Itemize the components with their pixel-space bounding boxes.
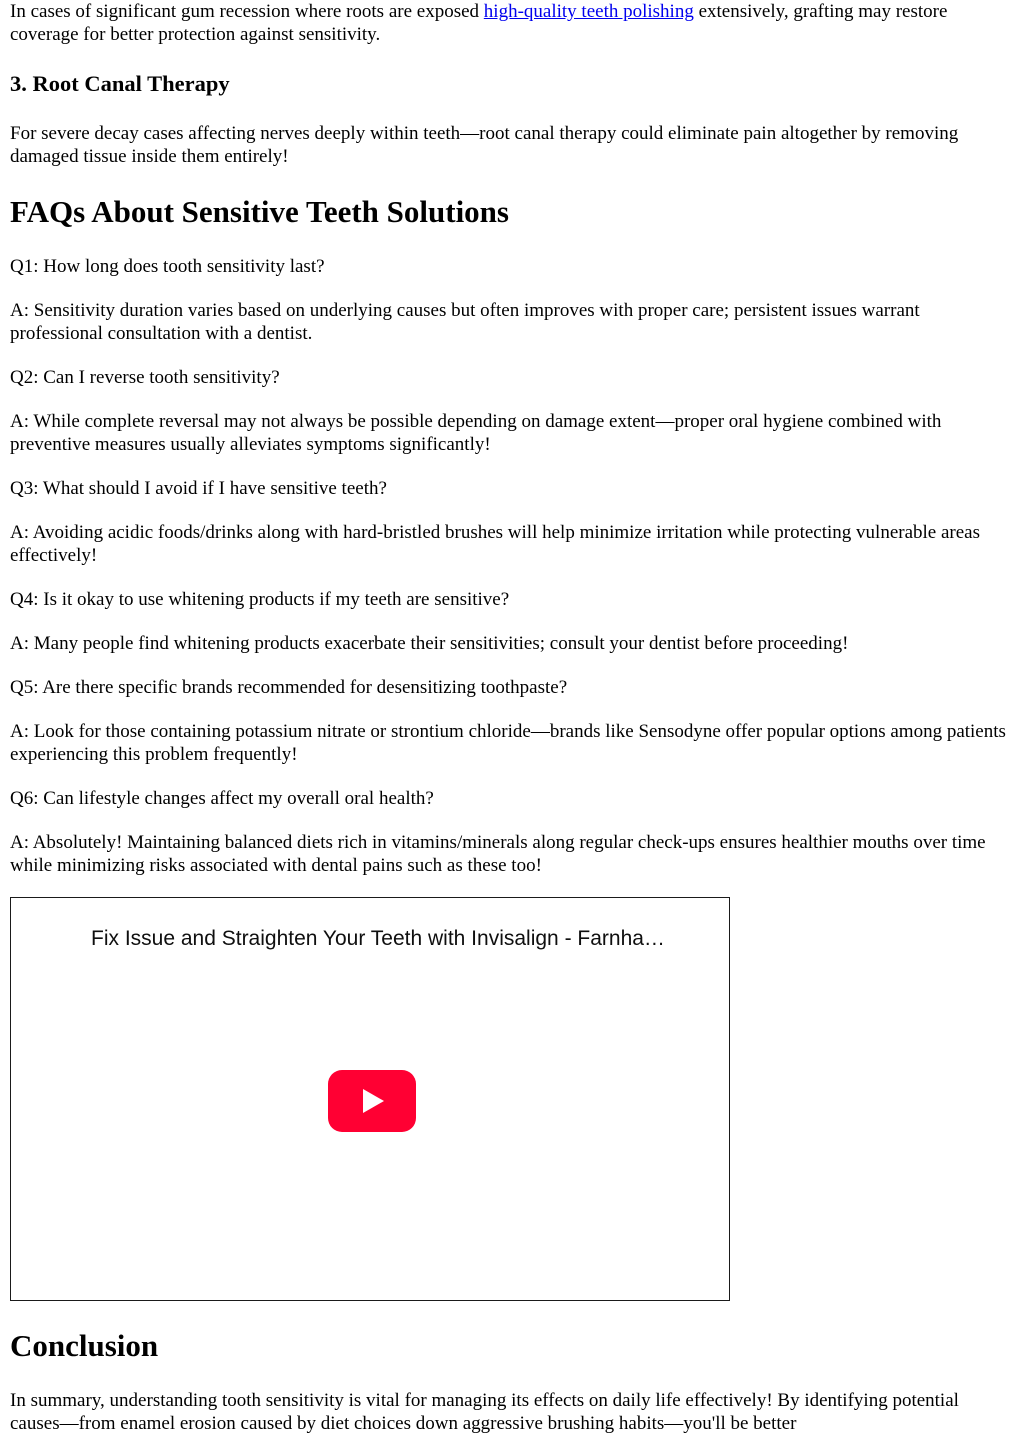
- play-icon: [363, 1089, 384, 1113]
- faq-answer: A: Absolutely! Maintaining balanced diets rich in vitamins/minerals along regular check-ups ensures healthier mouths over time while minimizing risks associated with dental pains such as these too!: [10, 832, 986, 876]
- teeth-polishing-link[interactable]: high-quality teeth polishing: [483, 1, 694, 22]
- root-canal-paragraph: For severe decay cases affecting nerves deeply within teeth—root canal therapy could eliminate pain altogether by removing damaged tissue inside them entirely!: [10, 123, 959, 167]
- faq-question: Q4: Is it okay to use whitening products if my teeth are sensitive?: [10, 589, 510, 610]
- intro-text-after: extensively, grafting may restore coverage for better protection against sensitivity.: [10, 1, 948, 45]
- play-button[interactable]: [328, 1070, 416, 1132]
- faq-answer: A: Avoiding acidic foods/drinks along with hard-bristled brushes will help minimize irritation while protecting vulnerable areas effectively!: [10, 522, 981, 566]
- intro-paragraph: [10, 0, 1010, 46]
- faq-answer: A: Many people find whitening products exacerbate their sensitivities; consult your dentist before proceeding!: [10, 633, 849, 654]
- faq-question: Q6: Can lifestyle changes affect my overall oral health?: [10, 788, 434, 809]
- faq-answer: A: Look for those containing potassium nitrate or strontium chloride—brands like Sensodyne offer popular options among patients experiencing this problem frequently!: [10, 721, 1006, 765]
- root-canal-heading: 3. Root Canal Therapy: [10, 71, 230, 96]
- conclusion-paragraph: In summary, understanding tooth sensitivity is vital for managing its effects on daily life effectively! By identifying potential causes—from enamel erosion caused by diet choices down aggressive brushing habits—you'll be better: [10, 1390, 959, 1434]
- faq-question: Q1: How long does tooth sensitivity last?: [10, 256, 325, 277]
- faq-question: Q2: Can I reverse tooth sensitivity?: [10, 367, 280, 388]
- faq-heading: FAQs About Sensitive Teeth Solutions: [10, 194, 509, 229]
- faq-answer: A: Sensitivity duration varies based on underlying causes but often improves with proper care; persistent issues warrant professional consultation with a dentist.: [10, 300, 920, 344]
- conclusion-heading: Conclusion: [10, 1328, 159, 1363]
- faq-list: [10, 255, 1010, 898]
- intro-text-before: In cases of significant gum recession where roots are exposed: [10, 1, 484, 22]
- video-embed[interactable]: [10, 897, 730, 1301]
- video-title[interactable]: Fix Issue and Straighten Your Teeth with Invisalign - Farnha…: [91, 927, 665, 950]
- faq-question: Q5: Are there specific brands recommended for desensitizing toothpaste?: [10, 677, 568, 698]
- faq-question: Q3: What should I avoid if I have sensitive teeth?: [10, 478, 387, 499]
- faq-answer: A: While complete reversal may not always be possible depending on damage extent—proper oral hygiene combined with preventive measures usually alleviates symptoms significantly!: [10, 411, 942, 455]
